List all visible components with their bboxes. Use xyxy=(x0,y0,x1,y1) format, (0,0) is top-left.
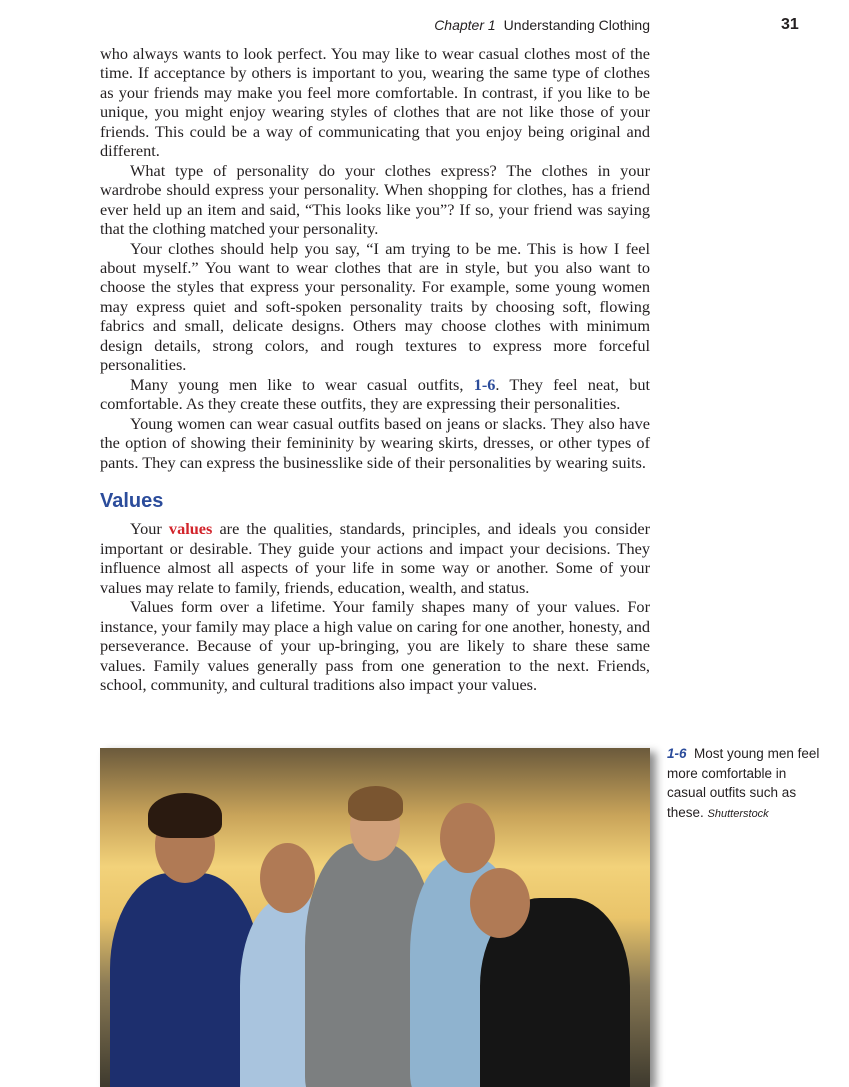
section-heading: Values xyxy=(100,489,164,512)
paragraph: Young women can wear casual outfits based on jeans or slacks. They also have the option of showing their femininity by wearing skirts, dresses, or other types of pants. They can express the businesslike side of their personalities by wearing suits. xyxy=(100,413,650,472)
photo-credit: Shutterstock xyxy=(707,807,769,820)
paragraph xyxy=(100,375,650,414)
figure-reference-link[interactable]: 1-6 xyxy=(473,374,496,394)
paragraph: What type of personality do your clothes express? The clothes in your wardrobe should express your personality. When shopping for clothes, has a friend ever held up an item and said, “This looks like you”? If so, your friend was saying that the clothing matched your personality. xyxy=(100,160,650,239)
caption-text: Most young men feel more comfortable in casual outfits such as these. xyxy=(667,746,820,820)
caption-figure-number: 1-6 xyxy=(667,746,687,761)
figure-caption xyxy=(667,744,827,824)
paragraph: Your clothes should help you say, “I am trying to be me. This is how I feel about myself.” You want to wear clothes that are in style, but you also want to choose the styles that express your personality. For example, some young women may express quiet and soft-spoken personality traits by choosing soft, flowing fabrics and small, delicate designs. Others may choose clothes with minimum design details, strong colors, and rough textures to express more forceful personalities. xyxy=(100,238,650,375)
person-head xyxy=(440,803,495,873)
text-run: Your xyxy=(130,519,169,539)
text-run: are the qualities, standards, principles, and ideals you consider important or desirable. They guide your actions and impact your decisions. They influence almost all aspects of your life in some way or another. Some of your values may relate to family, friends, education, wealth, and status. xyxy=(100,519,651,597)
person-head xyxy=(260,843,315,913)
paragraph xyxy=(100,519,650,597)
key-term: values xyxy=(168,519,213,539)
chapter-heading xyxy=(434,17,650,33)
running-header xyxy=(0,17,849,37)
page-number: 31 xyxy=(781,16,799,33)
text-run: . They feel neat, but comfortable. As they create these outfits, they are expressing their personalities. xyxy=(100,374,650,414)
chapter-title: Understanding Clothing xyxy=(503,17,650,33)
paragraph: who always wants to look perfect. You may like to wear casual clothes most of the time. If acceptance by others is important to you, wearing the same type of clothes as your friends may make you feel more comfortable. In contrast, if you like to be unique, you might enjoy wearing styles of clothes that are not like those of your friends. This could be a way of communicating that you enjoy being original and different. xyxy=(100,44,650,161)
person-head xyxy=(470,868,530,938)
chapter-label: Chapter 1 xyxy=(434,17,496,33)
person-hair xyxy=(348,786,403,821)
person-hair xyxy=(148,793,222,838)
figure-photo xyxy=(100,748,650,1087)
body-text xyxy=(100,44,650,695)
paragraph: Values form over a lifetime. Your family shapes many of your values. For instance, your family may place a high value on caring for one another, honesty, and perseverance. Because of your up-bringing, you are likely to share these same values. Family values generally pass from one generation to the next. Friends, school, community, and cultural traditions also impact your values. xyxy=(100,597,650,695)
text-run: Many young men like to wear casual outfits, xyxy=(130,374,474,394)
person-figure xyxy=(110,873,260,1087)
